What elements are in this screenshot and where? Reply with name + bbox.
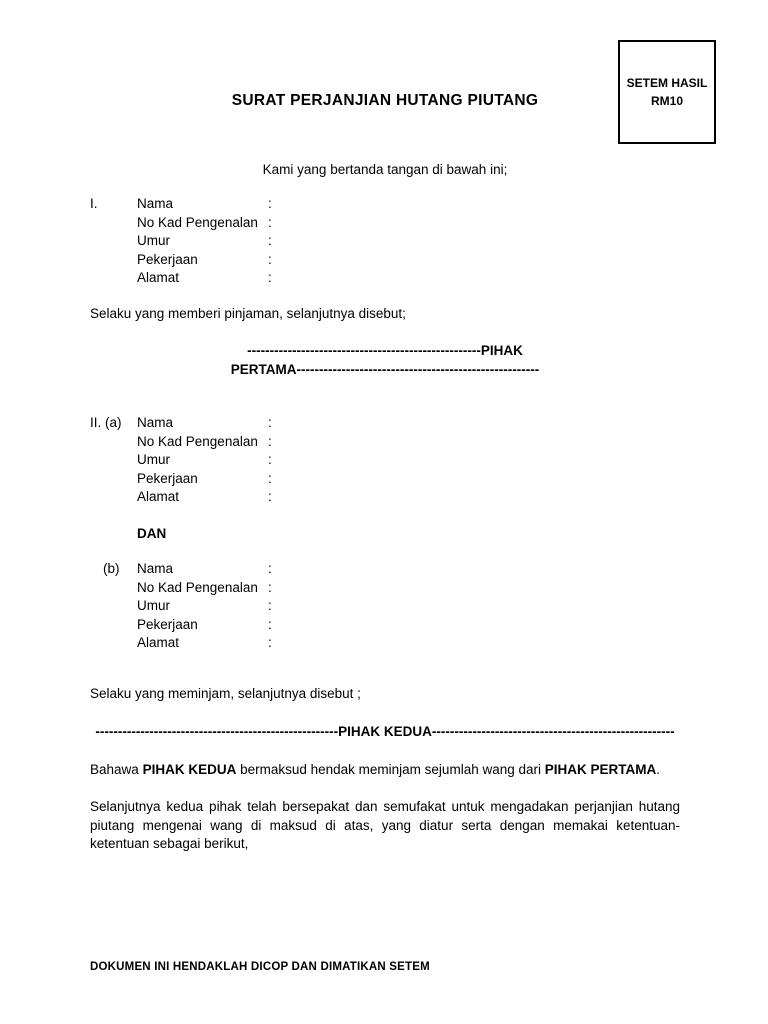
stamp-duty-box xyxy=(618,40,716,144)
section-numeral: I. xyxy=(90,196,98,211)
document-title: SURAT PERJANJIAN HUTANG PIUTANG xyxy=(231,92,539,109)
designation-line1: ----------------------------------------------------PIHAK xyxy=(247,343,523,358)
section-numeral xyxy=(90,232,137,251)
field-label: Umur xyxy=(137,452,170,467)
section-numeral xyxy=(90,597,137,616)
stamp-box-line1: SETEM HASIL xyxy=(626,76,708,90)
section-numeral xyxy=(90,251,137,270)
field-row xyxy=(90,597,680,616)
field-label: Alamat xyxy=(137,270,180,285)
field-label: No Kad Pengenalan xyxy=(137,579,258,595)
field-colon: : xyxy=(268,598,272,613)
stamp-box-line2: RM10 xyxy=(650,94,683,108)
clause-bahawa xyxy=(90,761,680,780)
field-label: Pekerjaan xyxy=(137,616,198,632)
field-label: Nama xyxy=(137,561,174,576)
field-row xyxy=(90,634,680,653)
field-colon: : xyxy=(268,452,272,467)
section-numeral xyxy=(90,634,137,653)
field-row xyxy=(90,579,680,598)
designation-line2: PERTAMA------------------------------------------------------ xyxy=(230,361,540,377)
field-colon: : xyxy=(268,233,272,248)
section-numeral xyxy=(90,616,137,635)
field-label: No Kad Pengenalan xyxy=(137,214,258,230)
field-row xyxy=(90,616,680,635)
clause-text: Bahawa xyxy=(90,761,139,777)
field-colon: : xyxy=(268,196,272,211)
field-label: Alamat xyxy=(137,635,180,650)
field-row xyxy=(90,269,680,288)
clause-text: . xyxy=(656,761,661,777)
pihak-pertama-designation xyxy=(90,342,680,379)
field-row xyxy=(90,433,680,452)
field-row xyxy=(90,414,680,433)
section-numeral xyxy=(90,433,137,452)
section-numeral xyxy=(90,214,137,233)
field-colon: : xyxy=(268,489,272,504)
field-colon: : xyxy=(268,470,272,486)
party2-role-line: Selaku yang meminjam, selanjutnya disebut ; xyxy=(90,685,361,701)
field-colon: : xyxy=(268,415,272,430)
field-colon: : xyxy=(268,579,272,595)
section-numeral xyxy=(90,470,137,489)
field-colon: : xyxy=(268,214,272,230)
field-row xyxy=(90,214,680,233)
field-colon: : xyxy=(268,251,272,267)
pihak-kedua-ref: PIHAK KEDUA xyxy=(142,761,237,777)
field-colon: : xyxy=(268,616,272,632)
clause-selanjutnya: Selanjutnya kedua pihak telah bersepakat dan semufakat untuk mengadakan perjanjian hutang piutang mengenai wang di maksud di atas, yang diatur serta dengan memakai ketentuan-ketentuan sebagai berikut, xyxy=(90,799,680,851)
field-label: Umur xyxy=(137,233,170,248)
field-row xyxy=(90,451,680,470)
party1-role-line: Selaku yang memberi pinjaman, selanjutnya disebut; xyxy=(90,305,406,321)
field-label: Nama xyxy=(137,415,174,430)
field-colon: : xyxy=(268,433,272,449)
field-label: Alamat xyxy=(137,489,180,504)
conjunction-dan: DAN xyxy=(137,525,167,541)
field-row xyxy=(90,251,680,270)
party1-details xyxy=(90,195,680,288)
section-numeral xyxy=(90,488,137,507)
field-label: Pekerjaan xyxy=(137,470,198,486)
field-label: No Kad Pengenalan xyxy=(137,433,258,449)
section-numeral: (b) xyxy=(103,561,120,576)
party2a-details xyxy=(90,414,680,507)
field-colon: : xyxy=(268,635,272,650)
pihak-pertama-ref: PIHAK PERTAMA xyxy=(544,761,657,777)
field-label: Umur xyxy=(137,598,170,613)
intro-line: Kami yang bertanda tangan di bawah ini; xyxy=(262,161,508,177)
party2b-details xyxy=(90,560,680,653)
field-colon: : xyxy=(268,561,272,576)
field-label: Nama xyxy=(137,196,174,211)
field-row xyxy=(90,232,680,251)
field-label: Pekerjaan xyxy=(137,251,198,267)
field-row xyxy=(90,560,680,579)
section-numeral xyxy=(90,451,137,470)
field-colon: : xyxy=(268,270,272,285)
section-numeral xyxy=(90,579,137,598)
section-numeral xyxy=(90,269,137,288)
section-numeral: II. (a) xyxy=(90,415,122,430)
footer-instruction: DOKUMEN INI HENDAKLAH DICOP DAN DIMATIKAN SETEM xyxy=(90,961,430,973)
field-row xyxy=(90,195,680,214)
pihak-kedua-designation: ------------------------------------------------------PIHAK KEDUA------------------------------------------------------ xyxy=(95,724,675,739)
field-row xyxy=(90,488,680,507)
field-row xyxy=(90,470,680,489)
clause-text: bermaksud hendak meminjam sejumlah wang dari xyxy=(240,761,541,777)
